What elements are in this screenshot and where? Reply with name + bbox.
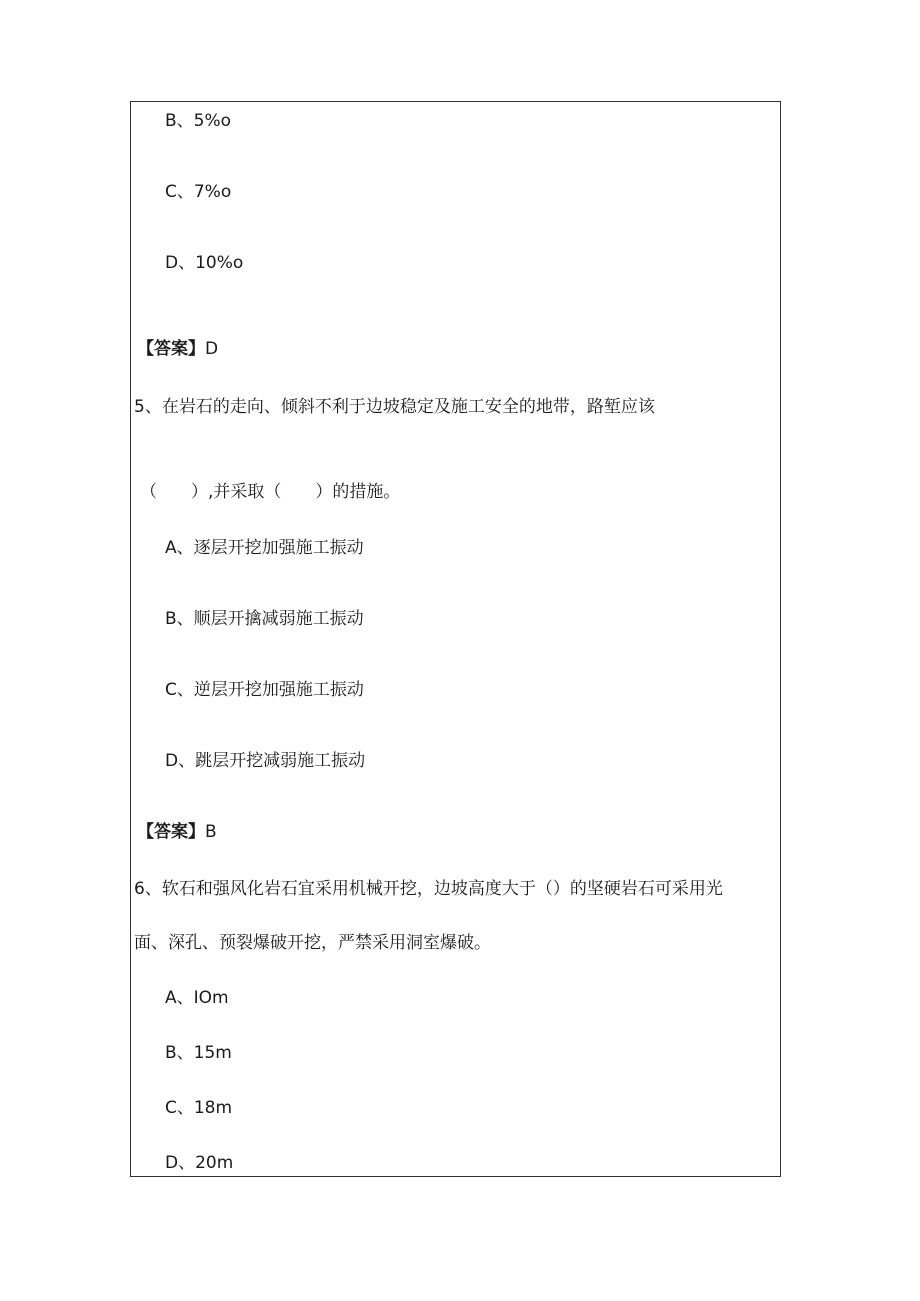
q4-option-c: C、7%o	[165, 182, 232, 202]
q6-stem-line1: 6、软石和强风化岩石宜采用机械开挖，边坡高度大于（）的坚硬岩石可采用光	[134, 879, 723, 899]
q5-option-c: C、逆层开挖加强施工振动	[165, 680, 364, 700]
answer-value: D	[205, 339, 219, 359]
q5-stem-line2: （ ）,并采取（ ）的措施。	[140, 482, 401, 502]
q5-option-d: D、跳层开挖减弱施工振动	[165, 751, 366, 771]
q4-answer	[137, 338, 218, 360]
q5-stem-line1: 5、在岩石的走向、倾斜不利于边坡稳定及施工安全的地带，路堑应该	[134, 397, 655, 417]
q6-option-a: A、IOm	[165, 988, 229, 1008]
q5-option-b: B、顺层开擒减弱施工振动	[165, 609, 364, 629]
answer-label: 【答案】	[137, 339, 205, 359]
answer-value: B	[205, 822, 217, 842]
q6-option-c: C、18m	[165, 1098, 233, 1118]
answer-label: 【答案】	[137, 822, 205, 842]
q5-option-a: A、逐层开挖加强施工振动	[165, 538, 364, 558]
q4-option-b: B、5%o	[165, 111, 232, 131]
q6-option-d: D、20m	[165, 1153, 234, 1173]
q6-stem-line2: 面、深孔、预裂爆破开挖，严禁采用洞室爆破。	[134, 933, 491, 953]
q6-option-b: B、15m	[165, 1043, 232, 1063]
q4-option-d: D、10%o	[165, 253, 244, 273]
q5-answer	[137, 821, 217, 843]
